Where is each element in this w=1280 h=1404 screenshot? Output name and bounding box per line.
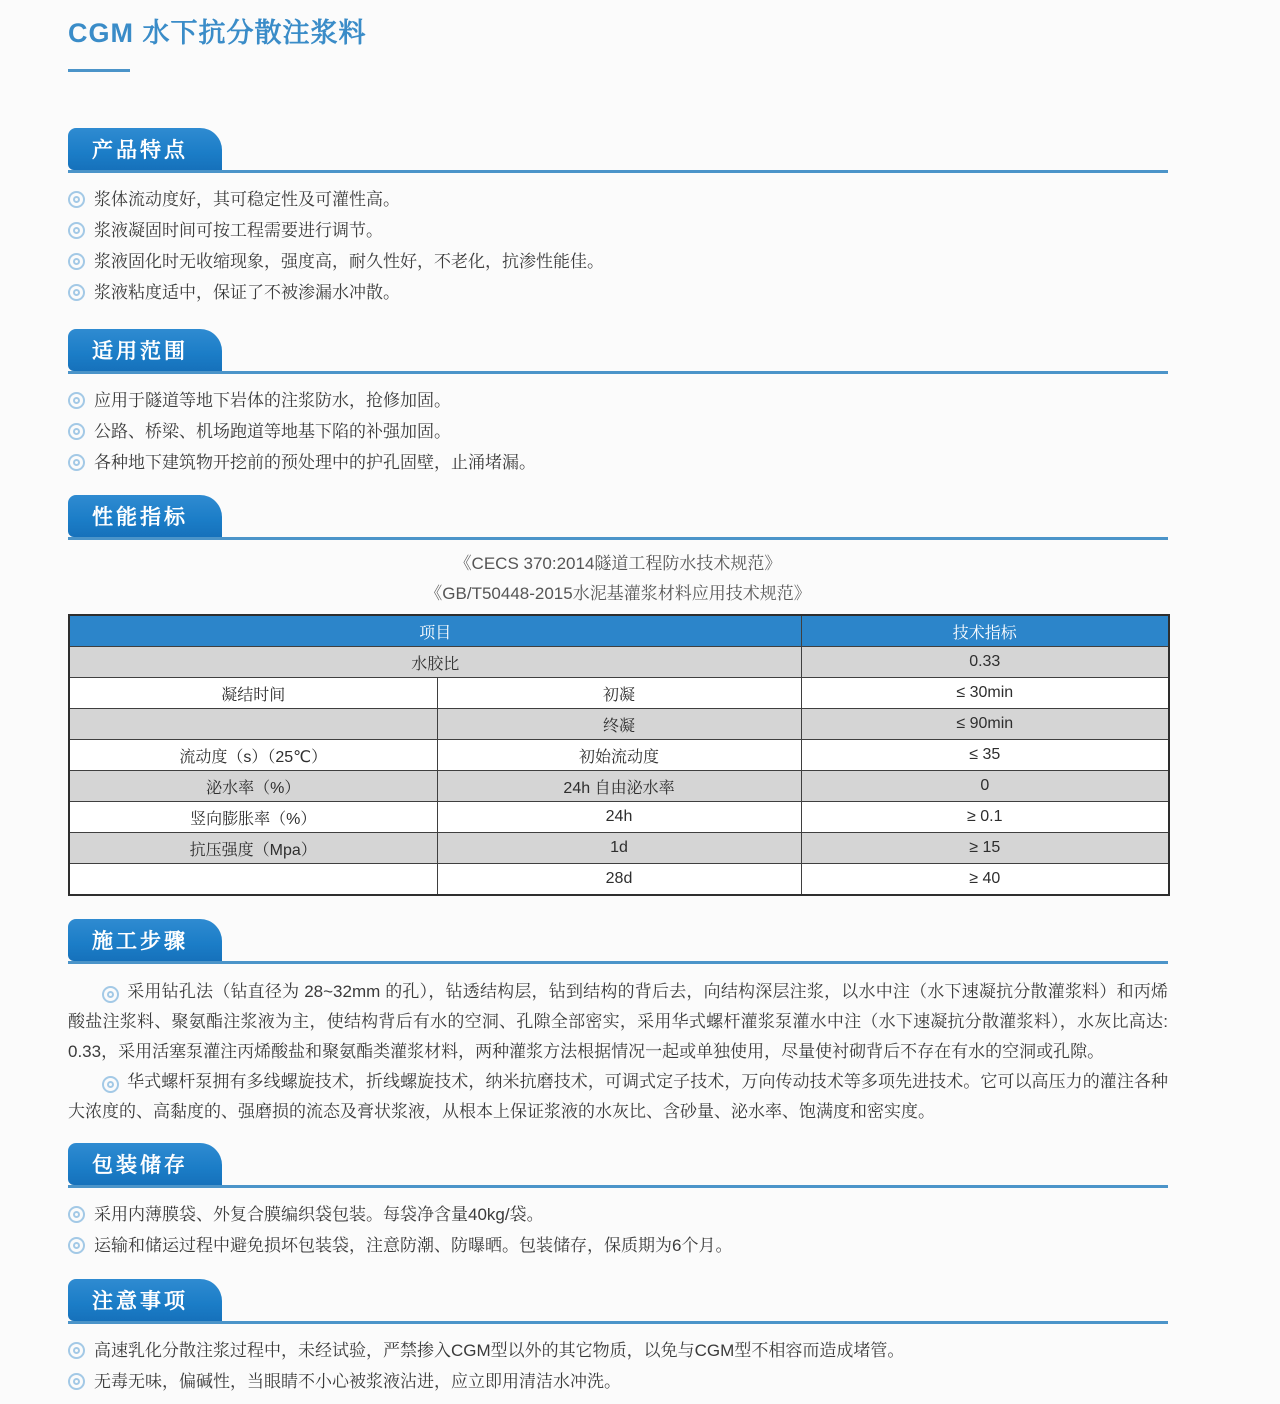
performance-table [68,614,1170,896]
section-tab [68,329,222,371]
cell-sub-item: 28d [437,864,801,896]
standards-references [68,549,1168,609]
cell-item: 泌水率（%） [69,771,437,802]
list-item [68,215,1168,246]
paragraph-text: 采用钻孔法（钻直径为 28~32mm 的孔），钻透结构层，钻到结构的背后去，向结构深层注浆，以水中注（水下速凝抗分散灌浆料）和丙烯酸盐注浆料、聚氨酯注浆液为主，使结构背后有水的空洞、孔隙全部密实，采用华式螺杆灌浆泵灌水中注（水下速凝抗分散灌浆料），水灰比高达: 0.33，采用活塞泵灌注丙烯酸盐和聚氨酯类灌浆材料，两种灌浆方法根据情况一起或单独使用，尽量使衬砌背后不存在有水的空洞或孔隙。 [68,982,1168,1061]
list-item [68,1230,1168,1261]
section-title: 包装储存 [92,1154,188,1177]
cell-sub-item: 终凝 [437,709,801,740]
content-column [68,16,1168,1397]
bullet-text: 浆液固化时无收缩现象，强度高，耐久性好，不老化，抗渗性能佳。 [94,252,604,271]
section-tab [68,1143,222,1185]
cell-value: 0 [801,771,1169,802]
section-tab [68,1279,222,1321]
section-title: 注意事项 [92,1290,188,1313]
bullet-ring-icon [68,1373,85,1390]
bullet-text: 浆液粘度适中，保证了不被渗漏水冲散。 [94,283,400,302]
cell-item: 水胶比 [69,647,801,678]
table-row [69,864,1169,896]
column-header-index: 技术指标 [801,615,1169,647]
bullet-ring-icon [68,392,85,409]
list-item [68,1335,1168,1366]
cell-value: ≥ 0.1 [801,802,1169,833]
table-row [69,709,1169,740]
section-tab [68,495,222,537]
section-divider [68,537,1168,540]
cell-value: ≥ 15 [801,833,1169,864]
standard-line: 《CECS 370:2014隧道工程防水技术规范》 [454,554,782,573]
section-title: 性能指标 [92,506,188,529]
section-header [68,1279,1168,1324]
section-header [68,919,1168,964]
bullet-ring-icon [68,253,85,270]
section-divider [68,371,1168,374]
list-item [68,1199,1168,1230]
cell-value: 0.33 [801,647,1169,678]
bullet-ring-icon [68,1237,85,1254]
section-header [68,495,1168,540]
bullet-ring-icon [68,423,85,440]
bullet-ring-icon [68,454,85,471]
scope-list [68,385,1168,478]
cell-sub-item: 初始流动度 [437,740,801,771]
bullet-text: 高速乳化分散注浆过程中，未经试验，严禁掺入CGM型以外的其它物质，以免与CGM型不相容而造成堵管。 [94,1341,905,1360]
cell-value: ≥ 40 [801,864,1169,896]
table-header-row [69,615,1169,647]
bullet-ring-icon [68,1206,85,1223]
bullet-text: 采用内薄膜袋、外复合膜编织袋包装。每袋净含量40kg/袋。 [94,1205,544,1224]
bullet-text: 浆体流动度好，其可稳定性及可灌性高。 [94,190,400,209]
table-row [69,833,1169,864]
notes-list [68,1335,1168,1397]
section-tab [68,919,222,961]
cell-sub-item: 24h 自由泌水率 [437,771,801,802]
bullet-text: 公路、桥梁、机场跑道等地基下陷的补强加固。 [94,422,451,441]
cell-value: ≤ 90min [801,709,1169,740]
cell-value: ≤ 30min [801,678,1169,709]
cell-sub-item: 24h [437,802,801,833]
cell-item [69,709,437,740]
bullet-ring-icon [102,986,119,1003]
section-header [68,329,1168,374]
section-notes [68,1279,1168,1397]
cell-value: ≤ 35 [801,740,1169,771]
bullet-text: 各种地下建筑物开挖前的预处理中的护孔固壁，止涌堵漏。 [94,453,536,472]
section-divider [68,961,1168,964]
feature-list [68,184,1168,308]
column-header-item: 项目 [69,615,801,647]
section-divider [68,1185,1168,1188]
bullet-ring-icon [68,191,85,208]
bullet-text: 无毒无味，偏碱性，当眼睛不小心被浆液沾进，应立即用清洁水冲洗。 [94,1372,621,1391]
section-title: 施工步骤 [92,930,188,953]
page-title: CGM 水下抗分散注浆料 [68,18,367,48]
cell-sub-item: 1d [437,833,801,864]
table-row [69,771,1169,802]
section-title: 适用范围 [92,340,188,363]
list-item [68,246,1168,277]
cell-item: 流动度（s）（25℃） [69,740,437,771]
step-paragraph [68,1067,1168,1127]
cell-sub-item: 初凝 [437,678,801,709]
bullet-text: 应用于隧道等地下岩体的注浆防水，抢修加固。 [94,391,451,410]
bullet-text: 浆液凝固时间可按工程需要进行调节。 [94,221,383,240]
section-features [68,128,1168,308]
bullet-text: 运输和储运过程中避免损坏包装袋，注意防潮、防曝晒。包装储存，保质期为6个月。 [94,1236,733,1255]
list-item [68,184,1168,215]
table-row [69,647,1169,678]
section-header [68,128,1168,173]
step-paragraph [68,977,1168,1067]
section-title: 产品特点 [92,139,188,162]
section-tab [68,128,222,170]
section-divider [68,1321,1168,1324]
cell-item: 凝结时间 [69,678,437,709]
bullet-ring-icon [68,284,85,301]
steps-paragraphs [68,977,1168,1127]
table-row [69,678,1169,709]
bullet-ring-icon [102,1076,119,1093]
standard-line: 《GB/T50448-2015水泥基灌浆材料应用技术规范》 [425,584,811,603]
list-item [68,416,1168,447]
section-divider [68,170,1168,173]
cell-item [69,864,437,896]
packaging-list [68,1199,1168,1261]
paragraph-text: 华式螺杆泵拥有多线螺旋技术，折线螺旋技术，纳米抗磨技术，可调式定子技术，万向传动技术等多项先进技术。它可以高压力的灌注各种大浓度的、高黏度的、强磨损的流态及膏状浆液，从根本上保证浆液的水灰比、含砂量、泌水率、饱满度和密实度。 [68,1072,1168,1121]
list-item [68,277,1168,308]
list-item [68,447,1168,478]
cell-item: 抗压强度（Mpa） [69,833,437,864]
list-item [68,385,1168,416]
title-underline [68,69,130,72]
section-steps [68,919,1168,1127]
section-header [68,1143,1168,1188]
table-row [69,740,1169,771]
section-packaging [68,1143,1168,1261]
bullet-ring-icon [68,222,85,239]
bullet-ring-icon [68,1342,85,1359]
list-item [68,1366,1168,1397]
section-performance [68,495,1168,896]
section-scope [68,329,1168,478]
table-row [69,802,1169,833]
cell-item: 竖向膨胀率（%） [69,802,437,833]
